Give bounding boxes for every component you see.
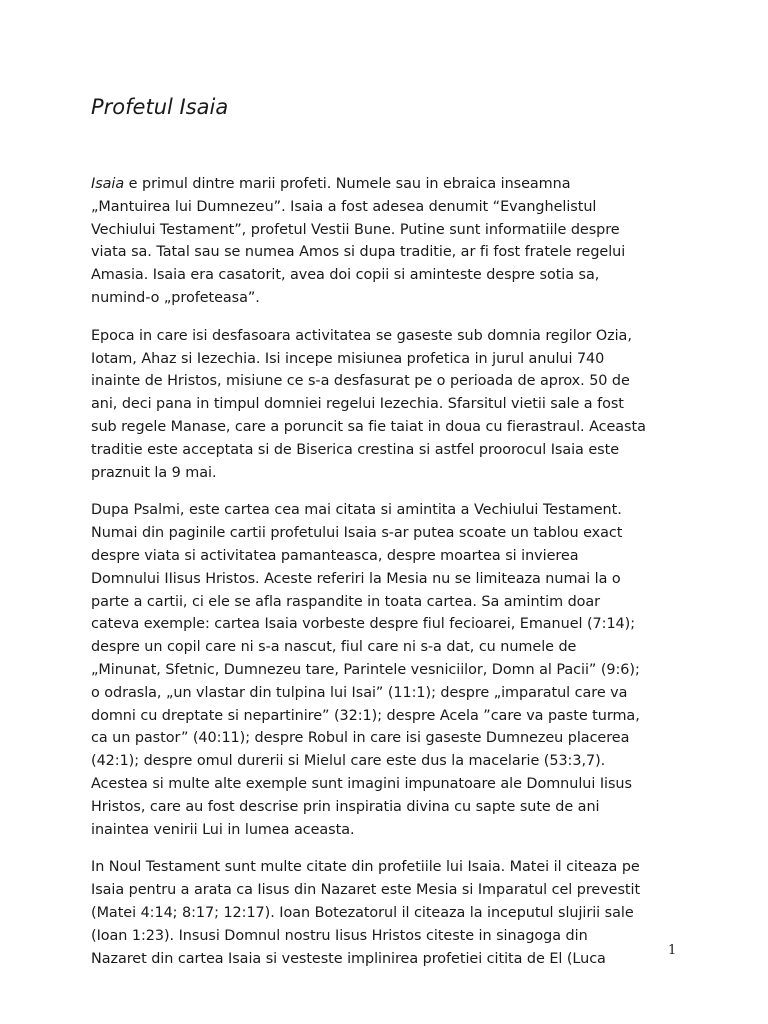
text-line: Nazaret din cartea Isaia si vesteste implinirea profetiei citita de El (Luca	[91, 950, 606, 967]
text-line	[91, 173, 681, 196]
text-line: Acestea si multe alte exemple sunt imagini impunatoare ale Domnului Iisus	[91, 775, 632, 792]
text-line: Epoca in care isi desfasoara activitatea se gaseste sub domnia regilor Ozia,	[91, 327, 632, 344]
page-title: Profetul Isaia	[91, 95, 229, 119]
text-line: traditie este acceptata si de Biserica crestina si astfel proorocul Isaia este	[91, 441, 619, 458]
text-line: praznuit la 9 mai.	[91, 464, 217, 481]
text-line: despre viata si activitatea pamanteasca, despre moartea si invierea	[91, 547, 579, 564]
text-line: domni cu dreptate si nepartinire” (32:1); despre Acela ”care va paste turma,	[91, 707, 640, 724]
text-line: „Minunat, Sfetnic, Dumnezeu tare, Parintele vesniciilor, Domn al Pacii” (9:6);	[91, 661, 640, 678]
paragraph	[91, 499, 681, 841]
text-line: despre un copil care ni s-a nascut, fiul care ni s-a dat, cu numele de	[91, 639, 577, 656]
text-line: inainte de Hristos, misiune ce s-a desfasurat pe o perioada de aprox. 50 de	[91, 373, 630, 390]
text-line: viata sa. Tatal sau se numea Amos si dupa traditie, ar fi fost fratele regelui	[91, 244, 626, 261]
text-line: ca un pastor” (40:11); despre Robul in care isi gaseste Dumnezeu placerea	[91, 730, 630, 747]
emphasized-word: Isaia	[91, 176, 125, 192]
text-line: ani, deci pana in timpul domniei regelui Iezechia. Sfarsitul vietii sale a fost	[91, 396, 624, 413]
text-line: In Noul Testament sunt multe citate din profetiile lui Isaia. Matei il citeaza pe	[91, 859, 640, 876]
text-line: inaintea venirii Lui in lumea aceasta.	[91, 821, 355, 838]
text-line: Dupa Psalmi, este cartea cea mai citata si amintita a Vechiului Testament.	[91, 502, 622, 519]
paragraph	[91, 325, 681, 485]
text-line: cateva exemple: cartea Isaia vorbeste despre fiul fecioarei, Emanuel (7:14);	[91, 616, 636, 633]
document-body	[91, 173, 681, 985]
text-line: Isaia pentru a arata ca Iisus din Nazaret este Mesia si Imparatul cel prevestit	[91, 882, 641, 899]
text-line: Iotam, Ahaz si Iezechia. Isi incepe misiunea profetica in jurul anului 740	[91, 350, 605, 367]
text-line: (Ioan 1:23). Insusi Domnul nostru Iisus Hristos citeste in sinagoga din	[91, 927, 588, 944]
paragraph	[91, 173, 681, 310]
text-line: o odrasla, „un vlastar din tulpina lui Isai” (11:1); despre „imparatul care va	[91, 684, 628, 701]
text-line: Amasia. Isaia era casatorit, avea doi copii si aminteste despre sotia sa,	[91, 267, 600, 284]
paragraph	[91, 856, 681, 970]
page-number: 1	[668, 943, 677, 958]
text-line: Hristos, care au fost descrise prin inspiratia divina cu sapte sute de ani	[91, 798, 600, 815]
text-line: parte a cartii, ci ele se afla raspandite in toata cartea. Sa amintim doar	[91, 593, 601, 610]
text-line: (42:1); despre omul durerii si Mielul care este dus la macelarie (53:3,7).	[91, 753, 606, 770]
text-line: sub regele Manase, care a poruncit sa fie taiat in doua cu fierastraul. Aceasta	[91, 418, 646, 435]
text-line: numind-o „profeteasa”.	[91, 289, 260, 306]
text-line: Vechiului Testament”, profetul Vestii Bune. Putine sunt informatiile despre	[91, 221, 620, 238]
text-line: „Mantuirea lui Dumnezeu”. Isaia a fost adesea denumit “Evanghelistul	[91, 198, 597, 215]
text-line: Numai din paginile cartii profetului Isaia s-ar putea scoate un tablou exact	[91, 525, 623, 542]
text-line: (Matei 4:14; 8:17; 12:17). Ioan Botezatorul il citeaza la inceputul slujirii sale	[91, 904, 634, 921]
text-segment: e primul dintre marii profeti. Numele sau in ebraica inseamna	[124, 176, 571, 192]
text-line: Domnului IIisus Hristos. Aceste referiri la Mesia nu se limiteaza numai la o	[91, 570, 621, 587]
